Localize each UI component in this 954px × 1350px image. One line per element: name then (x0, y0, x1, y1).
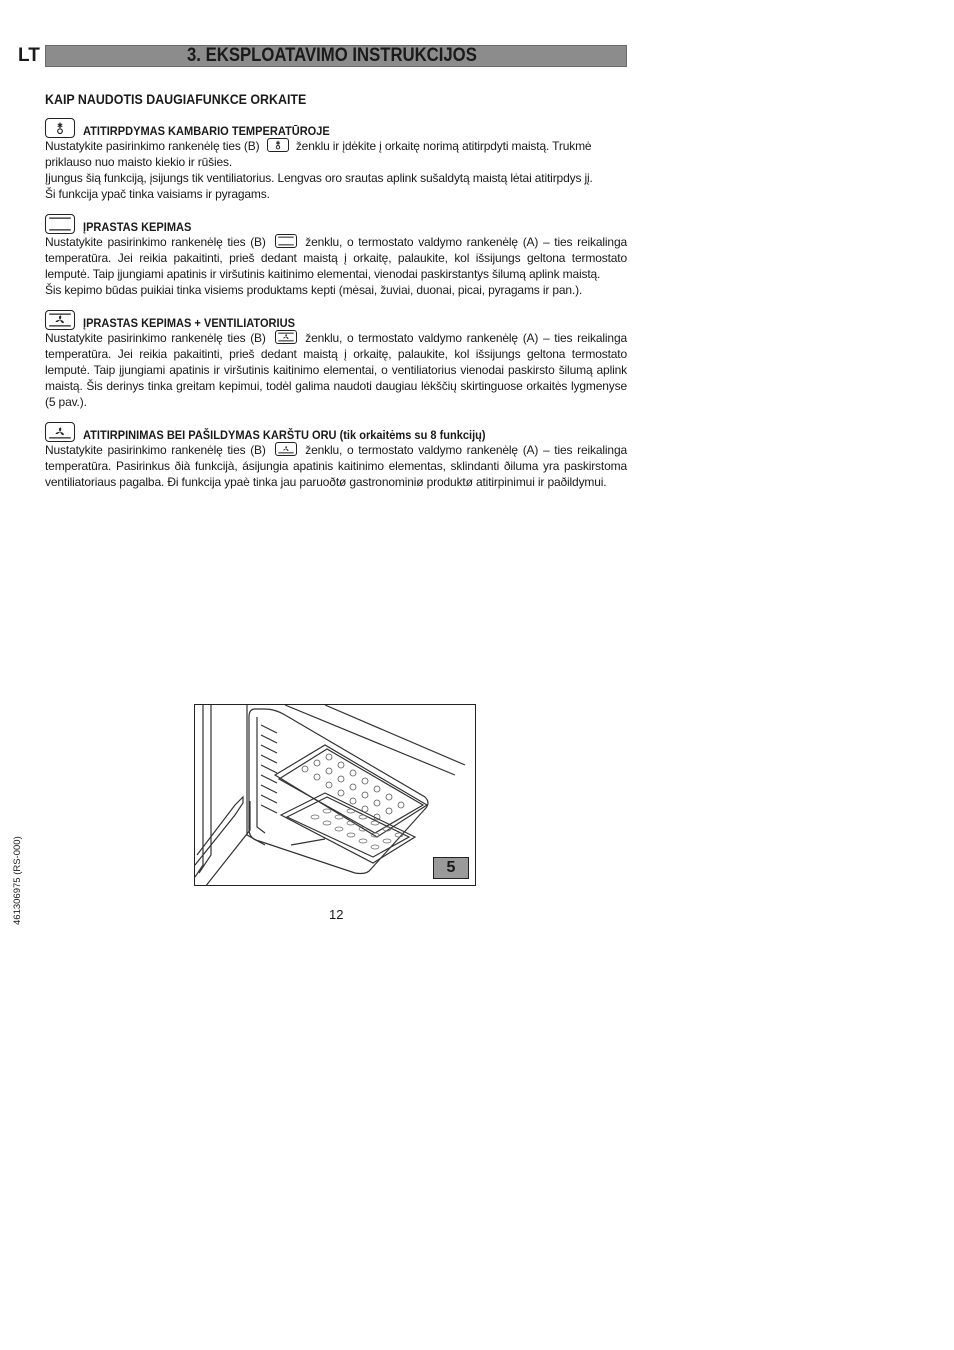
section-title: KAIP NAUDOTIS DAUGIAFUNKCE ORKAITE (45, 92, 307, 107)
function-title: ĮPRASTAS KEPIMAS + VENTILIATORIUS (83, 316, 295, 330)
conventional-oven-icon (275, 234, 297, 248)
defrost-icon (267, 138, 289, 152)
oven-illustration (194, 704, 476, 886)
figure-number: 5 (433, 857, 469, 879)
document-code: 461306975 (RS-000) (12, 836, 23, 925)
defrost-icon (45, 118, 75, 138)
function-description: Nustatykite pasirinkimo rankenėlę ties (B) ženklu, o termostato valdymo rankenėlę (A) – ties reikalinga temperatūra. Jei reikia pakaitinti, prieš dedant maistą į orkaitę, palaukite, kol išsijungs geltona termostato lemputė. Taip įjungiami apatinis ir viršutinis kaitinimo elementai, vienodai paskirstantys šilumą aplink maistą. Šis kepimo būdas puikiai tinka visiems produktams kepti (mėsai, žuviai, duonai, picai, pyragams ir pan.). (45, 235, 627, 297)
function-title: ATITIRPINIMAS BEI PAŠILDYMAS KARŠTU ORU (tik orkaitėms su 8 funkcijų) (83, 428, 486, 442)
function-description: Nustatykite pasirinkimo rankenėlę ties (B) ženklu ir įdėkite į orkaitę norimą atitirpdyti maistą. Trukmė priklauso nuo maisto kiekio ir rūšies. Įjungus šią funkciją, įsijungs tik ventiliatorius. Lengvas oro srautas aplink sušaldytą maistą lėtai atitirpdys jį. Ši funkcija ypač tinka vaisiams ir pyragams. (45, 139, 593, 201)
function-conventional-fan (45, 308, 627, 410)
fan-oven-icon (275, 442, 297, 456)
fan-oven-icon (275, 330, 297, 344)
conventional-oven-icon (45, 214, 75, 234)
function-description: Nustatykite pasirinkimo rankenėlę ties (B) ženklu, o termostato valdymo rankenėlę (A) – ties reikalinga temperatūra. Jei reikia pakaitinti, prieš dedant maistą į orkaitę, palaukite, kol išsijungs geltona termostato lemputė. Taip įjungiami apatinis ir viršutinis kaitinimo elementai, o ventiliatorius vienodai paskirsto šilumą aplink maistą. Šis derinys tinka greitam kepimui, todėl galima naudoti daugiau lėkščių skirtinguose orkaitės lygmenyse (5 pav.). (45, 331, 627, 409)
function-title: ĮPRASTAS KEPIMAS (83, 220, 192, 234)
function-conventional (45, 212, 627, 298)
function-defrost-reheat (45, 420, 627, 490)
fan-oven-icon (45, 422, 75, 442)
function-defrost (45, 116, 627, 202)
fan-oven-icon (45, 310, 75, 330)
page-number: 12 (329, 907, 344, 922)
function-title: ATITIRPDYMAS KAMBARIO TEMPERATŪROJE (83, 124, 330, 138)
function-description: Nustatykite pasirinkimo rankenėlę ties (B) ženklu, o termostato valdymo rankenėlę (A) – ties reikalinga temperatūra. Pasirinkus ðià funkcijà, ásijungia apatinis kaitinimo elementas, sklindanti ðiluma yra paskirstoma ventiliatoriaus pagalba. Ði funkcija ypaè tinka jau paruoðtø gastronominiø produktø atitirpinimui ir paðildymui. (45, 443, 627, 489)
page-title: 3. EKSPLOATAVIMO INSTRUKCIJOS (187, 45, 477, 66)
language-code: LT (18, 45, 40, 66)
